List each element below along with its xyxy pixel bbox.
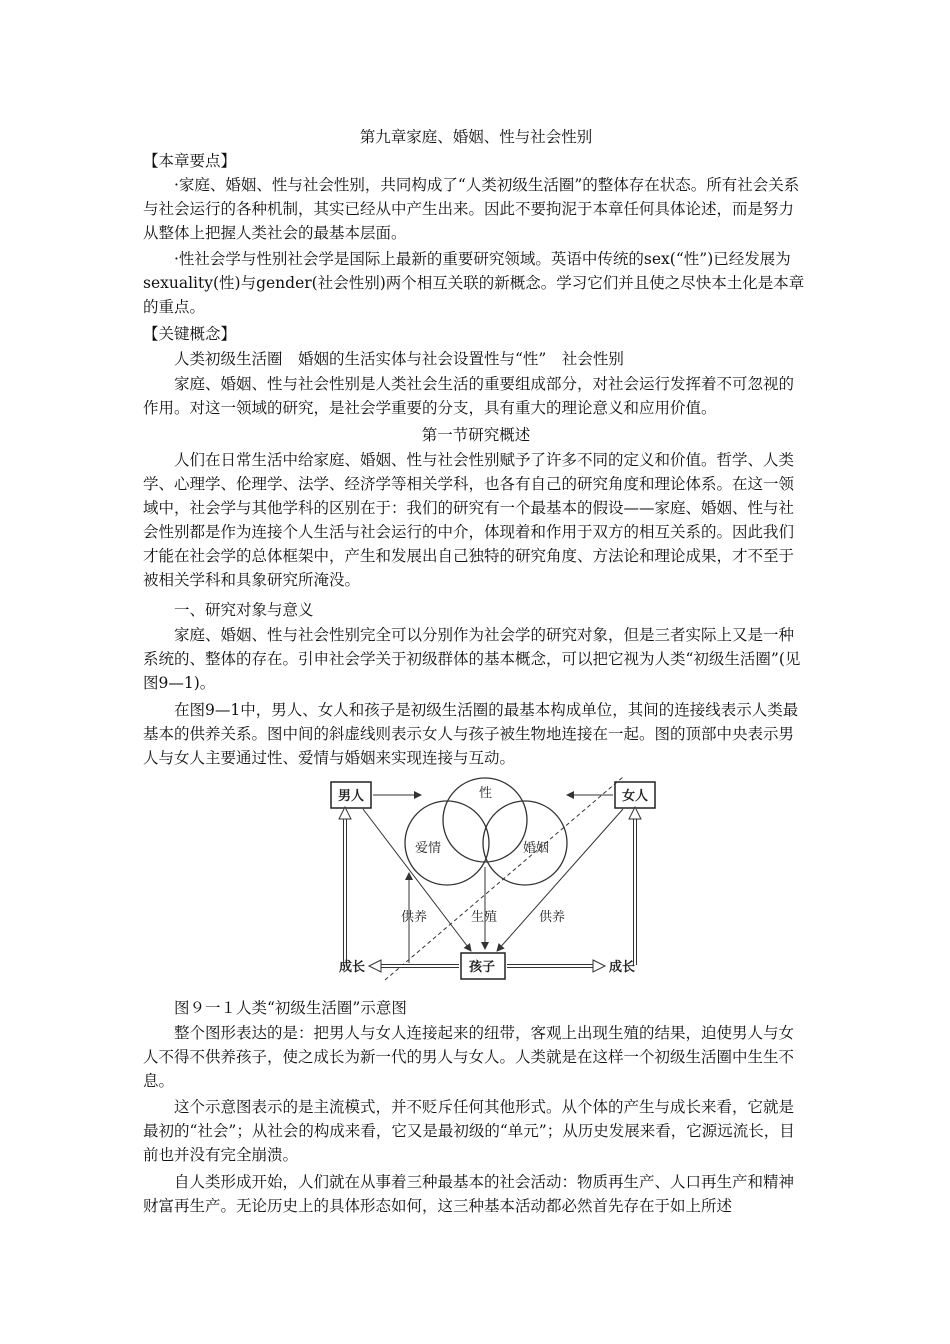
paragraph-6: 自人类形成开始，人们就在从事着三种最基本的社会活动：物质再生产、人口再生产和精神财富再生产。无论历史上的具体形态如何，这三种基本活动都必然首先存在于如上所述 (143, 1173, 795, 1215)
section-title: 第一节研究概述 (421, 426, 531, 444)
sex-label: 性 (479, 786, 493, 801)
primary-life-circle-figure (325, 775, 665, 990)
reproduction-label: 生殖 (471, 910, 498, 925)
support-right-label: 供养 (539, 910, 566, 925)
love-label: 爱情 (415, 841, 442, 856)
concepts-line: 人类初级生活圈 婚姻的生活实体与社会设置性与“性” 社会性别 (174, 350, 624, 368)
paragraph-3: 在图9—1中，男人、女人和孩子是初级生活圈的最基本构成单位，其间的连接线表示人类最基本的供养关系。图中间的斜虚线则表示女人与孩子被生物地连接在一起。图的顶部中央表示男人与女人主要通过性、爱情与婚姻来实现连接与互动。 (143, 701, 799, 767)
paragraph-2: 家庭、婚姻、性与社会性别完全可以分别作为社会学的研究对象，但是三者实际上又是一种系统的、整体的存在。引申社会学关于初级群体的基本概念，可以把它视为人类“初级生活圈”(见图9—1)。 (143, 626, 801, 692)
growth-right-label: 成长 (609, 960, 636, 975)
intro-paragraph: 家庭、婚姻、性与社会性别是人类社会生活的重要组成部分，对社会运行发挥着不可忽视的作用。对这一领域的研究，是社会学重要的分支，具有重大的理论意义和应用价值。 (143, 375, 795, 417)
subsection-title: 一、研究对象与意义 (174, 601, 314, 619)
figure-caption: 图９一１人类“初级生活圈”示意图 (174, 999, 407, 1017)
growth-left-label: 成长 (339, 960, 366, 975)
key-point-1: ·家庭、婚姻、性与社会性别，共同构成了“人类初级生活圈”的整体存在状态。所有社会关系与社会运行的各种机制，其实已经从中产生出来。因此不要拘泥于本章任何具体论述，而是努力从整体上把握人类社会的最基本层面。 (143, 176, 800, 242)
marriage-label: 婚姻 (523, 841, 550, 856)
paragraph-4: 整个图形表达的是：把男人与女人连接起来的纽带，客观上出现生殖的结果，迫使男人与女人不得不供养孩子，使之成长为新一代的男人与女人。人类就是在这样一个初级生活圈中生生不息。 (143, 1024, 795, 1090)
woman-label: 女人 (622, 789, 649, 804)
support-left-label: 供养 (401, 910, 428, 925)
paragraph-5: 这个示意图表示的是主流模式，并不贬斥任何其他形式。从个体的产生与成长来看，它就是最初的“社会”；从社会的构成来看，它又是最初级的“单元”；从历史发展来看，它源远流长，目前也并没有完全崩溃。 (143, 1098, 795, 1164)
man-label: 男人 (338, 789, 365, 804)
child-label: 孩子 (469, 960, 496, 975)
concepts-heading: 【关键概念】 (143, 325, 237, 343)
key-point-2: ·性社会学与性别社会学是国际上最新的重要研究领域。英语中传统的sex(“性”)已经发展为sexuality(性)与gender(社会性别)两个相互关联的新概念。学习它们并且使之尽快本土化是本章的重点。 (143, 250, 805, 316)
key-points-heading: 【本章要点】 (143, 152, 237, 170)
chapter-title: 第九章家庭、婚姻、性与社会性别 (359, 128, 593, 146)
paragraph-1: 人们在日常生活中给家庭、婚姻、性与社会性别赋予了许多不同的定义和价值。哲学、人类学、心理学、伦理学、法学、经济学等相关学科，也各有自己的研究角度和理论体系。在这一领域中，社会学与其他学科的区别在于：我们的研究有一个最基本的假设——家庭、婚姻、性与社会性别都是作为连接个人生活与社会运行的中介，体现着和作用于双方的相互关系的。因此我们才能在社会学的总体框架中，产生和发展出自己独特的研究角度、方法论和理论成果，才不至于被相关学科和具象研究所淹没。 (143, 451, 795, 589)
